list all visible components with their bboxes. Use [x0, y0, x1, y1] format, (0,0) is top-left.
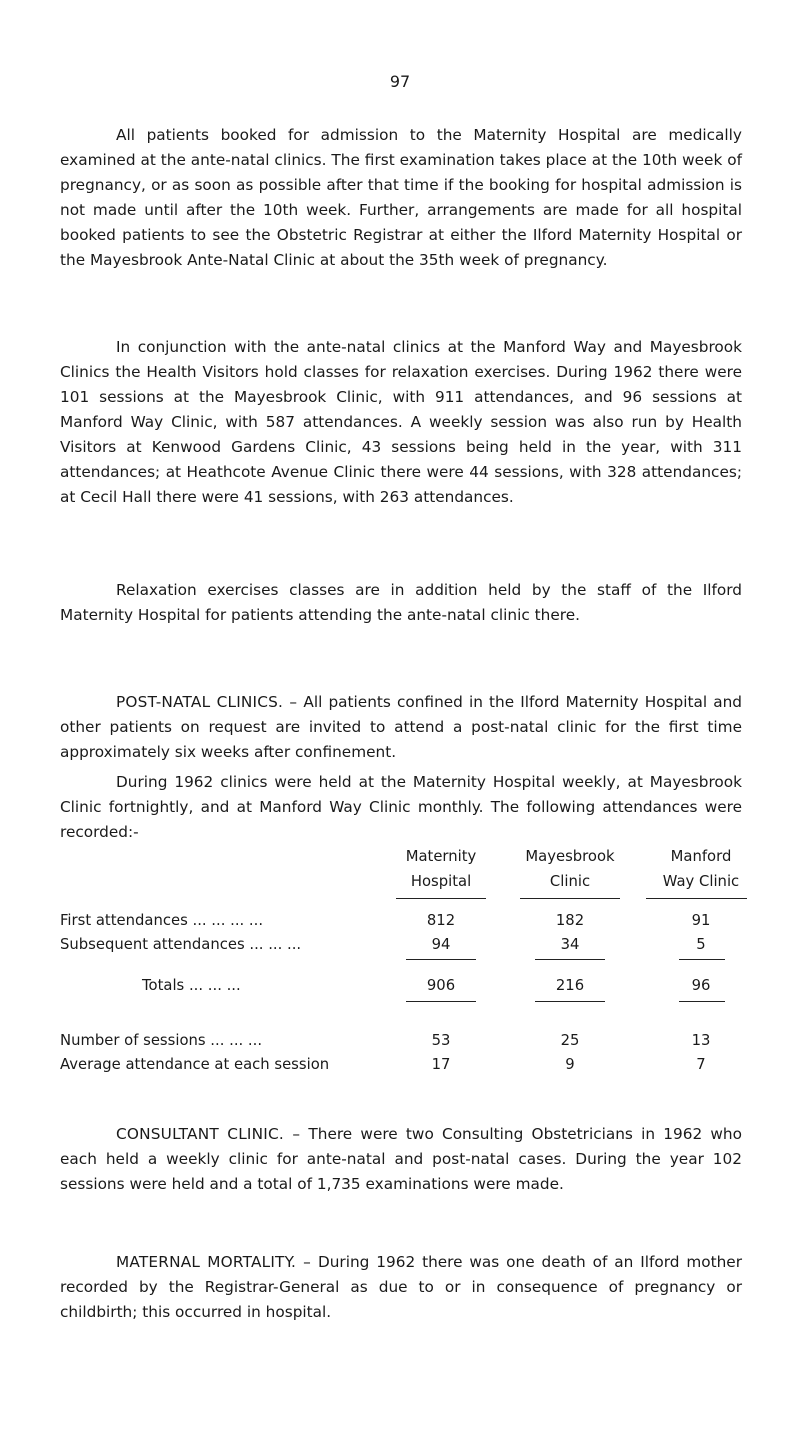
table-row-totals [60, 974, 760, 998]
section-heading-post-natal: POST-NATAL CLINICS. – [116, 693, 298, 711]
subtotal-rule [406, 959, 476, 960]
header-rule [646, 898, 747, 899]
table-cell: 94 [431, 936, 451, 953]
total-rule [679, 1001, 725, 1002]
table-cell: 91 [691, 912, 711, 929]
row-label: Number of sessions ... ... ... [60, 1032, 263, 1049]
table-cell: 906 [426, 977, 456, 994]
total-rule [535, 1001, 605, 1002]
paragraph-text: Relaxation exercises classes are in addition held by the staff of the Ilford Maternity Hospital for patients attending the ante-natal clinic there. [60, 581, 742, 624]
table-cell: 812 [426, 912, 456, 929]
column-header-line: Way Clinic [662, 873, 740, 890]
paragraph-text: All patients booked for admission to the Maternity Hospital are medically examined at the ante-natal clinics. The first examination takes place at the 10th week of pregnancy, or as soon as possible after that time if the booking for hospital admission is not made until after the 10th week. Further, arrangements are made for all hospital booked patients to see the Obstetric Registrar at either the Ilford Maternity Hospital or the Mayesbrook Ante-Natal Clinic at about the 35th week of pregnancy. [60, 126, 742, 269]
paragraph-consultant-clinic [60, 1122, 742, 1197]
table-cell: 34 [560, 936, 580, 953]
paragraph-post-natal-clinics [60, 690, 742, 765]
paragraph-antenatal-examination [60, 123, 742, 273]
column-header-line: Hospital [410, 873, 472, 890]
table-cell: 25 [560, 1032, 580, 1049]
table-cell: 5 [696, 936, 706, 953]
column-header-line: Clinic [549, 873, 591, 890]
paragraph-text: There were two Consulting Obstetricians in 1962 who each held a weekly clinic for ante-natal and post-natal cases. During the year 102 sessions were held and a total of 1,735 examinations were made. [60, 1125, 742, 1193]
column-header-mayesbrook-clinic [510, 844, 630, 894]
table-cell: 53 [431, 1032, 451, 1049]
section-heading-consultant: CONSULTANT CLINIC. – [116, 1125, 301, 1143]
column-header-line: Mayesbrook [525, 848, 615, 865]
table-row [60, 933, 760, 957]
column-header-line: Maternity [405, 848, 477, 865]
table-cell: 17 [431, 1056, 451, 1073]
paragraph-text: All patients confined in the Ilford Maternity Hospital and other patients on request are invited to attend a post-natal clinic for the first time approximately six weeks after confinement. [60, 693, 742, 761]
table-row [60, 1029, 760, 1053]
table-cell: 182 [555, 912, 585, 929]
header-rule [520, 898, 620, 899]
table-cell: 96 [691, 977, 711, 994]
table-cell: 9 [565, 1056, 575, 1073]
table-cell: 7 [696, 1056, 706, 1073]
header-rule [396, 898, 486, 899]
row-label: First attendances ... ... ... ... [60, 912, 264, 929]
row-label: Totals ... ... ... [142, 977, 241, 994]
paragraph-relaxation-hospital [60, 578, 742, 628]
table-cell: 216 [555, 977, 585, 994]
paragraph-text: During 1962 there was one death of an Ilford mother recorded by the Registrar-General as due to or in consequence of pregnancy or childbirth; this occurred in hospital. [60, 1253, 742, 1321]
page-number: 97 [389, 72, 411, 91]
column-header-line: Manford [670, 848, 732, 865]
subtotal-rule [679, 959, 725, 960]
row-label: Subsequent attendances ... ... ... [60, 936, 302, 953]
subtotal-rule [535, 959, 605, 960]
table-row [60, 1053, 760, 1077]
paragraph-clinic-schedule [60, 770, 742, 845]
total-rule [406, 1001, 476, 1002]
paragraph-maternal-mortality [60, 1250, 742, 1325]
column-header-maternity-hospital [381, 844, 501, 894]
paragraph-relaxation-classes [60, 335, 742, 510]
column-header-manford-way-clinic [641, 844, 761, 894]
paragraph-text: In conjunction with the ante-natal clinics at the Manford Way and Mayesbrook Clinics the Health Visitors hold classes for relaxation exercises. During 1962 there were 101 sessions at the Mayesbrook Clinic, with 911 attendances, and 96 sessions at Manford Way Clinic, with 587 attendances. A weekly session was also run by Health Visitors at Kenwood Gardens Clinic, 43 sessions being held in the year, with 311 attendances; at Heathcote Avenue Clinic there were 44 sessions, with 328 attendances; at Cecil Hall there were 41 sessions, with 263 attendances. [60, 338, 742, 506]
section-heading-maternal-mortality: MATERNAL MORTALITY. – [116, 1253, 312, 1271]
table-cell: 13 [691, 1032, 711, 1049]
row-label: Average attendance at each session [60, 1056, 330, 1073]
table-row [60, 909, 760, 933]
paragraph-text: During 1962 clinics were held at the Maternity Hospital weekly, at Mayesbrook Clinic fortnightly, and at Manford Way Clinic monthly. The following attendances were recorded:- [60, 773, 742, 841]
